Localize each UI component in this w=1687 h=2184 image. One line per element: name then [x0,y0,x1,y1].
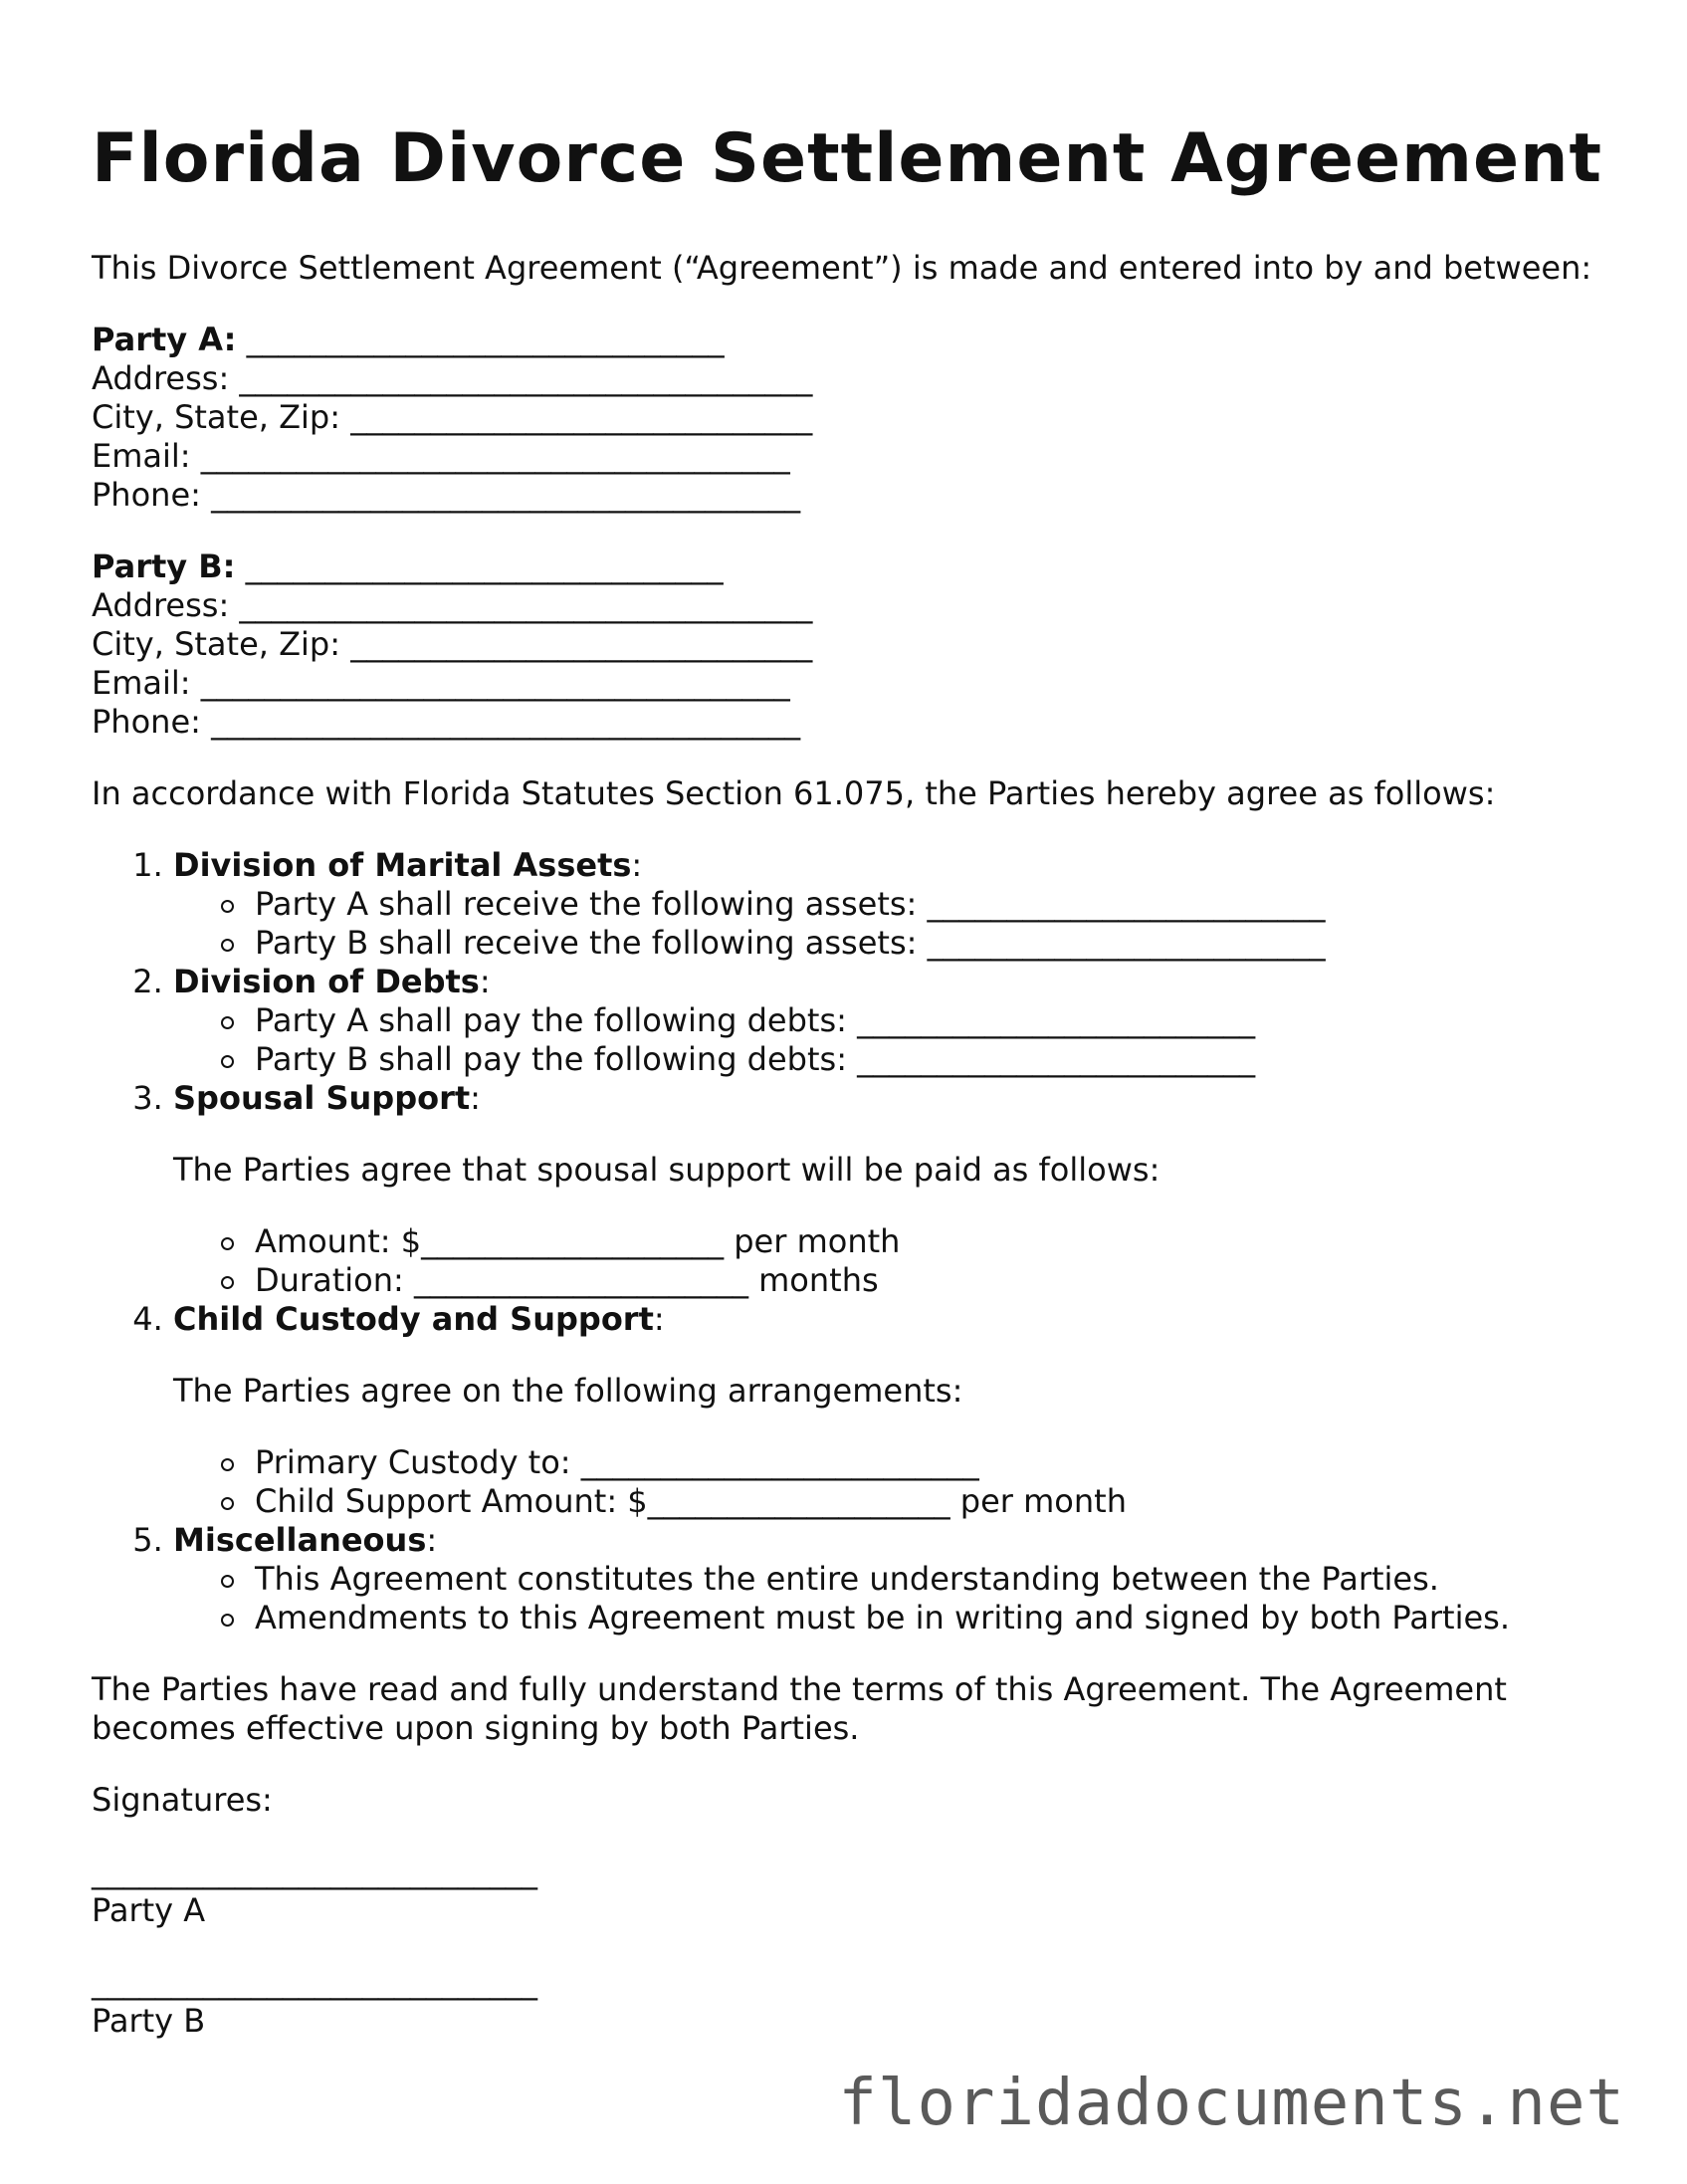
list-item: Amendments to this Agreement must be in writing and signed by both Parties. [173,1599,1604,1638]
list-item: Party B shall receive the following assets: _________________________ [173,924,1604,963]
signature-label-party-a: Party A [92,1891,206,1929]
signature-party-a [92,1853,1604,1930]
signature-line: ____________________________ [92,1963,537,2001]
section-heading: Division of Marital Assets [173,846,632,884]
sub-list [173,1560,1604,1638]
document-title: Florida Divorce Settlement Agreement [92,119,1603,198]
section-heading: Division of Debts [173,963,480,1000]
list-item: Party A shall pay the following debts: _________________________ [173,1001,1604,1040]
party-b-label: Party B: [92,547,236,585]
party-a-name-line [92,321,1604,359]
sub-list [173,885,1604,963]
party-a-label: Party A: [92,321,237,358]
party-b-email: Email: _____________________________________ [92,664,790,702]
party-b-phone: Phone: _____________________________________ [92,703,801,741]
sub-list [173,1001,1604,1079]
list-item: Primary Custody to: _________________________ [173,1443,1604,1482]
document-page [92,117,1604,2041]
section-paragraph: The Parties agree that spousal support will be paid as follows: [173,1151,1160,1189]
intro-paragraph: This Divorce Settlement Agreement (“Agreement”) is made and entered into by and between: [92,249,1592,287]
signatures-label: Signatures: [92,1781,273,1819]
signature-label-party-b: Party B [92,2002,206,2040]
section-heading: Child Custody and Support [173,1300,654,1338]
party-a-email: Email: _____________________________________ [92,437,790,475]
party-a-address: Address: ____________________________________ [92,359,813,397]
agreement-sections [92,846,1604,1638]
party-a-city-state-zip: City, State, Zip: _____________________________ [92,398,813,436]
list-item: Party A shall receive the following assets: _________________________ [173,885,1604,924]
section-miscellaneous: 5. Miscellaneous: This Agreement constitutes the entire understanding between the Parties. Amendments to this Agreement must be in writing and signed by both Parties. [173,1521,1604,1638]
party-b-name-line [92,547,1604,586]
section-heading: Spousal Support [173,1079,471,1117]
section-paragraph: The Parties agree on the following arrangements: [173,1372,963,1410]
section-spousal-support: 3. Spousal Support: The Parties agree that spousal support will be paid as follows: Amount: $___________________ per month Duration: _____________________ months [173,1079,1604,1300]
list-item: Amount: $___________________ per month [173,1222,1604,1261]
section-child-custody: 4. Child Custody and Support: The Parties agree on the following arrangements: Primary Custody to: _________________________ Child Support Amount: $___________________ per month [173,1300,1604,1521]
watermark-text: floridadocuments.net [838,2067,1625,2140]
party-b-name-blank: ______________________________ [235,547,724,585]
section-marital-assets: 1. Division of Marital Assets: Party A shall receive the following assets: _________________________ Party B shall receive the following assets: _________________________ [173,846,1604,963]
party-b-block [92,547,1604,742]
party-b-city-state-zip: City, State, Zip: _____________________________ [92,625,813,663]
party-b-address: Address: ____________________________________ [92,586,813,624]
party-a-phone: Phone: _____________________________________ [92,476,801,514]
statute-paragraph: In accordance with Florida Statutes Section 61.075, the Parties hereby agree as follows: [92,774,1496,812]
section-heading: Miscellaneous [173,1521,427,1559]
list-item: Duration: _____________________ months [173,1261,1604,1300]
closing-paragraph: The Parties have read and fully understand the terms of this Agreement. The Agreement becomes effective upon signing by both Parties. [92,1670,1507,1747]
sub-list [173,1443,1604,1521]
section-debts: 2. Division of Debts: Party A shall pay the following debts: _________________________ Party B shall pay the following debts: _________________________ [173,963,1604,1079]
list-item: This Agreement constitutes the entire understanding between the Parties. [173,1560,1604,1599]
signature-line: ____________________________ [92,1853,537,1890]
list-item: Party B shall pay the following debts: _________________________ [173,1040,1604,1079]
party-a-block [92,321,1604,515]
party-a-name-blank: ______________________________ [236,321,725,358]
signature-party-b [92,1963,1604,2041]
list-item: Child Support Amount: $___________________ per month [173,1482,1604,1521]
sub-list [173,1222,1604,1300]
